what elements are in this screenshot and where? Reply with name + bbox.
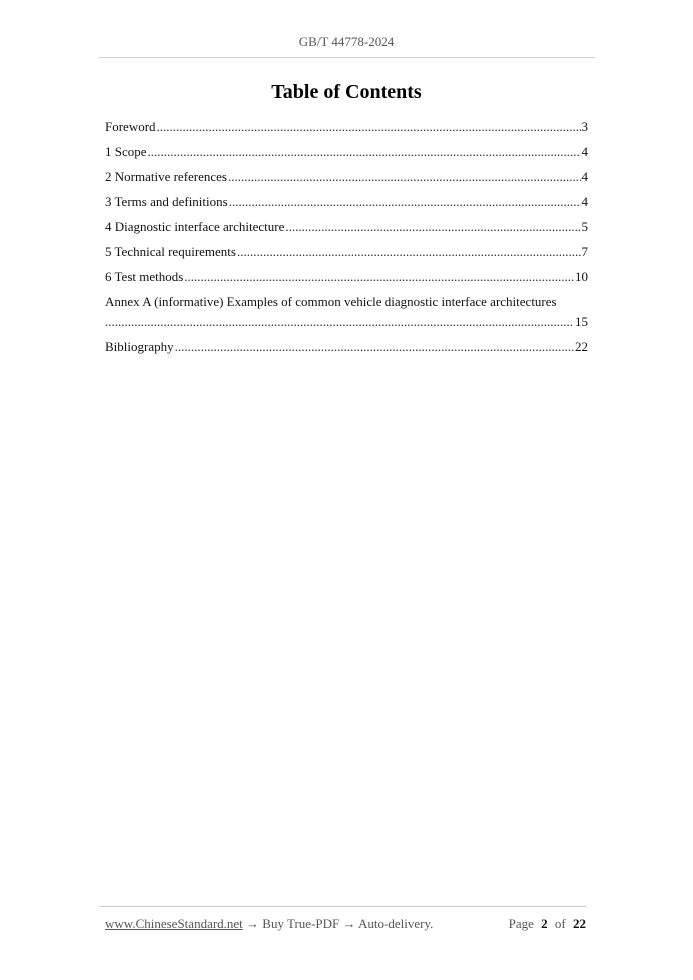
toc-entry-page: 15 (575, 314, 588, 329)
toc-entry-label: 5 Technical requirements (105, 244, 236, 259)
toc-entry-page: 7 (581, 244, 588, 259)
document-standard-code: GB/T 44778-2024 (298, 34, 395, 49)
toc-entry-label: 2 Normative references (105, 169, 227, 184)
arrow-right-icon: → (342, 916, 356, 931)
total-pages-number: 22 (573, 916, 586, 931)
current-page-number: 2 (541, 916, 548, 931)
toc-entry-label: 6 Test methods (105, 269, 184, 284)
toc-dot-leader (175, 338, 574, 356)
toc-entry-label: 4 Diagnostic interface architecture (105, 219, 285, 234)
toc-dot-leader (148, 143, 581, 161)
toc-entry-page: 4 (581, 169, 588, 184)
toc-dot-leader (285, 218, 580, 236)
toc-dot-leader (105, 313, 574, 331)
toc-entry-page: 4 (581, 144, 588, 159)
toc-list (105, 118, 588, 363)
toc-entry-technical-requirements[interactable] (105, 243, 588, 268)
toc-dot-leader (157, 118, 581, 136)
of-word: of (554, 916, 566, 931)
toc-dot-leader (184, 268, 574, 286)
toc-entry-bibliography[interactable] (105, 338, 588, 363)
toc-entry-page: 5 (581, 219, 588, 234)
footer-promo (105, 916, 433, 932)
toc-entry-terms-and-definitions[interactable] (105, 193, 588, 218)
toc-dot-leader (229, 193, 581, 211)
toc-dot-leader (228, 168, 581, 186)
toc-entry-label: 3 Terms and definitions (105, 194, 228, 209)
toc-entry-label: Bibliography (105, 339, 174, 354)
arrow-right-icon: → (246, 916, 260, 931)
toc-entry-normative-references[interactable] (105, 168, 588, 193)
toc-entry-label: Foreword (105, 119, 156, 134)
toc-entry-page: 10 (575, 269, 588, 284)
toc-entry-page: 4 (581, 194, 588, 209)
toc-entry-scope[interactable] (105, 143, 588, 168)
toc-entry-diagnostic-interface-architecture[interactable] (105, 218, 588, 243)
toc-entry-annex-a[interactable] (105, 293, 588, 313)
toc-entry-annex-a-continuation[interactable] (105, 313, 588, 338)
toc-entry-foreword[interactable] (105, 118, 588, 143)
toc-entry-page: 22 (575, 339, 588, 354)
site-link[interactable]: www.ChineseStandard.net (105, 916, 243, 931)
buy-true-pdf-text: Buy True-PDF (262, 916, 340, 931)
toc-title: Table of Contents (271, 81, 422, 103)
toc-dot-leader (237, 243, 581, 261)
page-indicator (509, 916, 586, 932)
page-word: Page (508, 916, 534, 931)
toc-entry-page: 3 (581, 119, 588, 134)
toc-entry-label: 1 Scope (105, 144, 147, 159)
footer-divider (99, 906, 586, 907)
header-divider (99, 57, 595, 58)
toc-entry-label: Annex A (informative) Examples of common vehicle diagnostic interface architectures (105, 294, 557, 309)
toc-entry-test-methods[interactable] (105, 268, 588, 293)
auto-delivery-text: Auto-delivery. (358, 916, 434, 931)
